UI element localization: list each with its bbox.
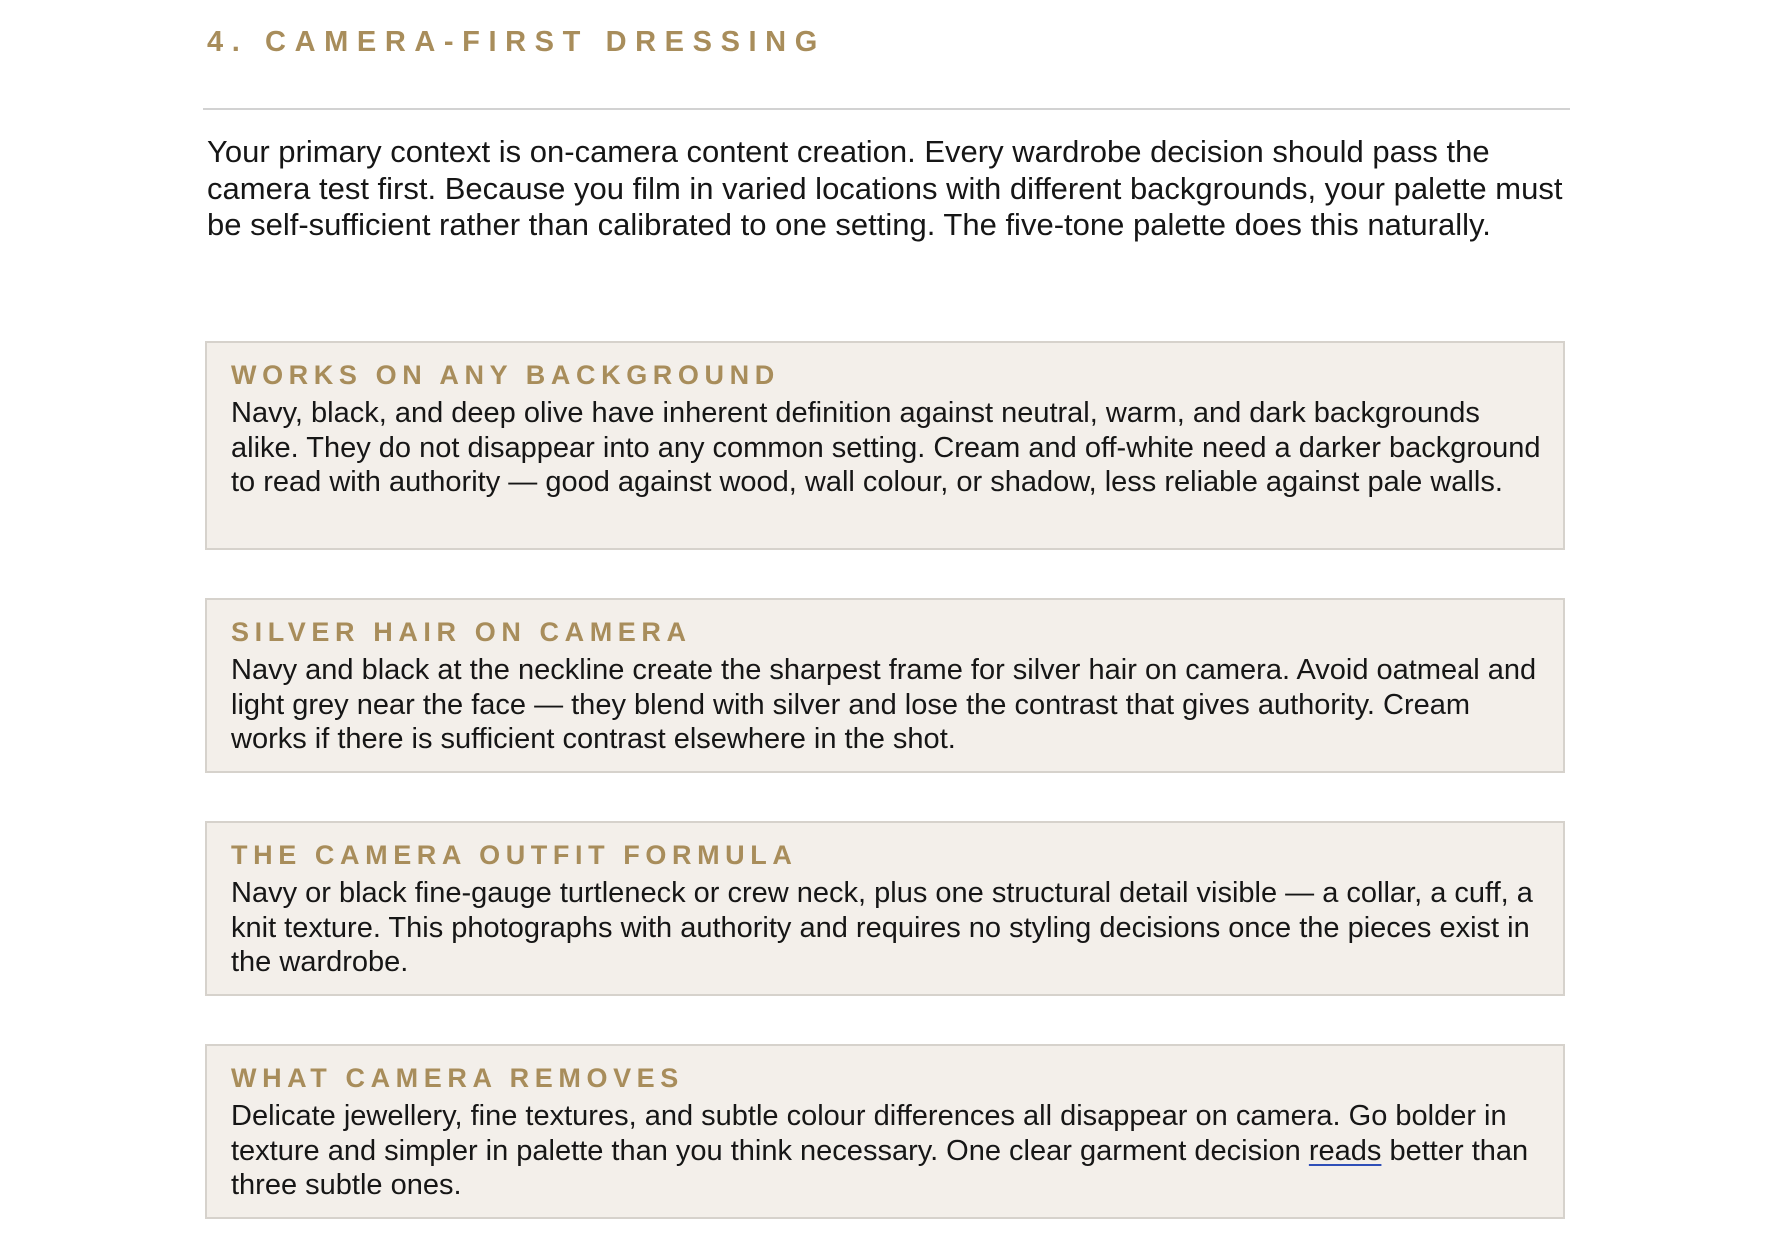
callout-body: Navy or black fine-gauge turtleneck or crew neck, plus one structural detail visible — a collar, a cuff, a knit texture. This photographs with authority and requires no styling decisions once the pieces exist in the wardrobe. [231,877,1533,978]
reads-link[interactable]: reads [1308,1134,1382,1167]
section-heading: 4. CAMERA-FIRST DRESSING [207,26,826,58]
callout-body: Navy, black, and deep olive have inherent definition against neutral, warm, and dark backgrounds alike. They do not disappear into any common setting. Cream and off-white need a darker background to read with authority — good against wood, wall colour, or shadow, less reliable against pale walls. [231,397,1541,498]
callout-body-text: Delicate jewellery, fine textures, and subtle colour differences all disappear on camera. Go bolder in texture and simpler in palette than you think necessary. One clear garment decision [231,1100,1507,1167]
callout-body [231,1099,1541,1203]
callout-heading: WHAT CAMERA REMOVES [231,1063,684,1093]
callout-silver-hair-on-camera [205,598,1565,773]
callout-heading: SILVER HAIR ON CAMERA [231,617,692,647]
callout-what-camera-removes [205,1044,1565,1219]
section-divider [203,108,1570,110]
callout-camera-outfit-formula [205,821,1565,996]
intro-paragraph: Your primary context is on-camera content creation. Every wardrobe decision should pass the camera test first. Because you film in varied locations with different backgrounds, your palette must be self-sufficient rather than calibrated to one setting. The five-tone palette does this naturally. [207,134,1563,242]
callout-works-on-any-background [205,341,1565,550]
callout-body: Navy and black at the neckline create the sharpest frame for silver hair on camera. Avoid oatmeal and light grey near the face — they blend with silver and lose the contrast that gives authority. Cream works if there is sufficient contrast elsewhere in the shot. [231,654,1537,755]
callout-body-text: better than three subtle ones. [231,1134,1529,1201]
callout-heading: WORKS ON ANY BACKGROUND [231,360,780,390]
callout-heading: THE CAMERA OUTFIT FORMULA [231,840,798,870]
